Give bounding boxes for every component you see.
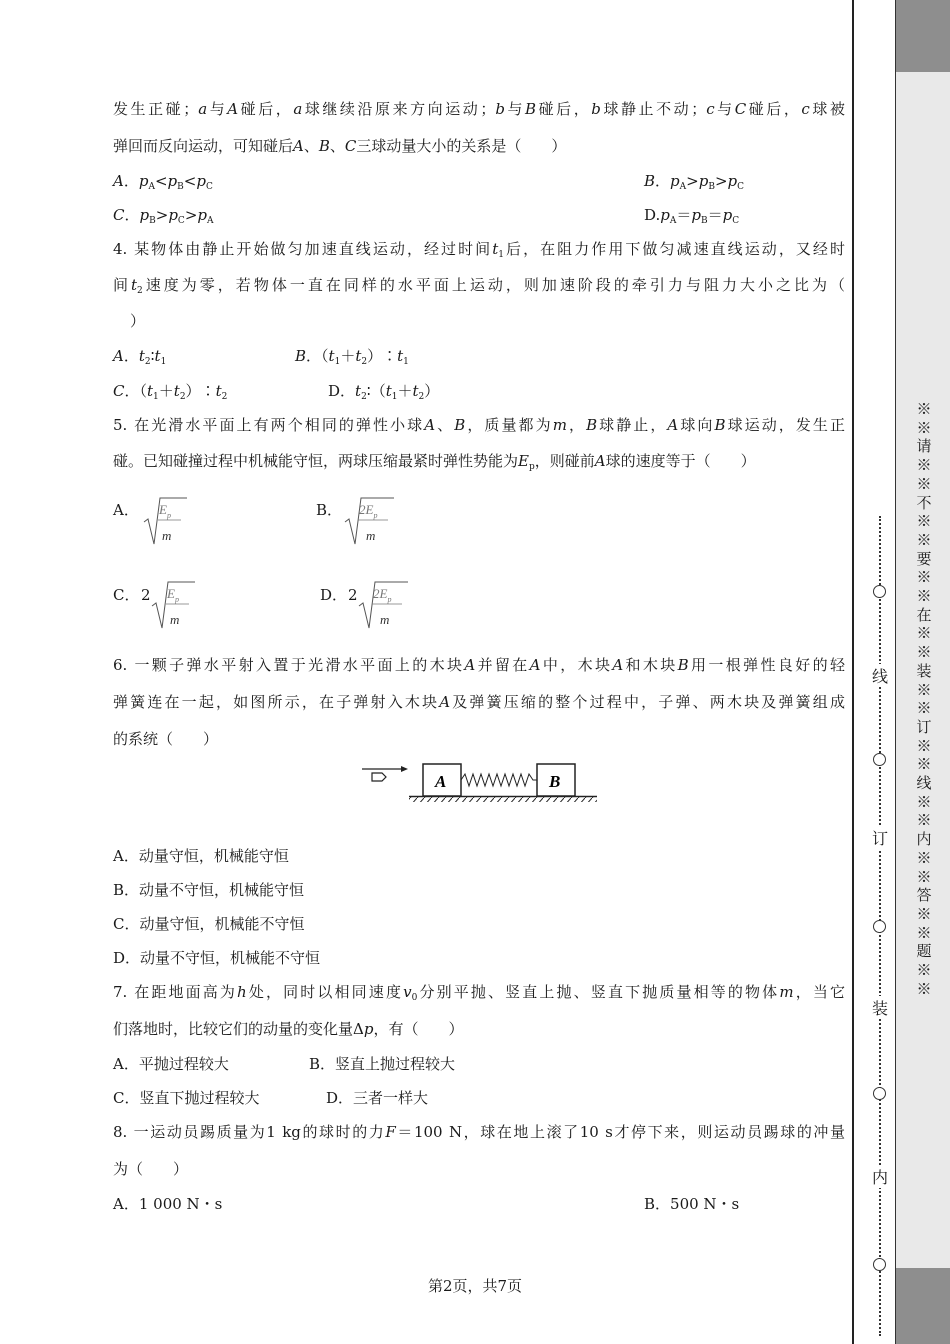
q6-option-b: B．动量不守恒，机械能守恒: [113, 881, 305, 899]
q6-line-3: 的系统（ ）: [113, 730, 219, 748]
q5-b-num: 2E: [359, 502, 374, 517]
q5-d-den: m: [380, 612, 390, 627]
svg-text:2Ep: [373, 586, 391, 604]
q7-option-d: D．三者一样大: [326, 1089, 429, 1107]
svg-text:Ep: [158, 502, 171, 520]
q5-a-num-sub: p: [166, 511, 171, 520]
q5-c-den: m: [170, 612, 180, 627]
margin-line: [852, 0, 854, 1344]
q5-option-b-label: B．: [316, 501, 343, 519]
q4-line-3: ）: [130, 312, 146, 330]
q6-option-a: A．动量守恒，机械能守恒: [113, 847, 289, 865]
side-strip-bottom-block: [895, 1268, 950, 1344]
q4-option-d: D．$t_2∶(t_1+t_2)$: [328, 382, 440, 402]
q3-line-1: 发生正碰；a与A碰后，a球继续沿原来方向运动；b与B碰后，b球静止不动；c与C碰后，c球被: [113, 100, 845, 118]
q5-a-num: E: [159, 502, 167, 517]
q8-option-b: B．500 N・s: [644, 1195, 740, 1213]
q5-option-d-coef: 2: [348, 586, 358, 604]
binding-label-zhuang: 装: [869, 996, 891, 1019]
q3-option-c: C．$p_B>p_C>p_A$: [113, 206, 214, 226]
q4-line-2: 间$t_2$速度为零，若物体一直在同样的水平面上运动，则加速阶段的牵引力与阻力大小之比为（: [113, 276, 845, 296]
q3-line-2: 弹回而反向运动，可知碰后A、B、C三球动量大小的关系是（ ）: [113, 137, 567, 155]
q5-option-c-formula: [151, 576, 195, 632]
binding-hole-2: [873, 753, 886, 766]
q6-line-1: 6. 一颗子弹水平射入置于光滑水平面上的木块A并留在A中，木块A和木块B用一根弹性良好的轻: [113, 656, 845, 674]
q7-option-b: B．竖直上抛过程较大: [309, 1055, 456, 1073]
binding-label-ding: 订: [869, 826, 891, 849]
svg-text:2Ep: [359, 502, 377, 520]
ground-hatch: [409, 797, 597, 802]
binding-warning-text: ※※请※※不※※要※※在※※装※※订※※线※※内※※答※※题※※: [916, 400, 932, 998]
binding-label-nei: 内: [869, 1165, 891, 1188]
q4-option-a: A．$t_2∶t_1$: [113, 347, 167, 367]
spring: [461, 774, 537, 786]
q5-d-num: 2E: [373, 586, 388, 601]
q5-a-den: m: [162, 528, 172, 543]
q4-option-c: C．$(t_1+t_2)∶t_2$: [113, 382, 228, 402]
q7-option-a: A．平抛过程较大: [113, 1055, 229, 1073]
q3-option-d: $D.p_A=p_B=p_C$: [644, 206, 740, 226]
bullet-icon: [362, 766, 408, 781]
q6-figure: [361, 758, 601, 802]
q7-option-c: C．竖直下抛过程较大: [113, 1089, 260, 1107]
q5-d-num-sub: p: [387, 595, 392, 604]
q4-option-b: B．$(t_1+t_2)∶t_1$: [295, 347, 409, 367]
q6-option-d: D．动量不守恒，机械能不守恒: [113, 949, 321, 967]
q3-option-b: B．$p_A>p_B>p_C$: [644, 172, 745, 192]
q5-c-num: E: [167, 586, 175, 601]
svg-text:Ep: [166, 586, 179, 604]
binding-label-xian: 线: [869, 664, 891, 687]
q5-line-2: 碰。已知碰撞过程中机械能守恒，两球压缩最紧时弹性势能为$E_p$，则碰前A球的速度等于（ ）: [113, 452, 756, 472]
q5-line-1: 5. 在光滑水平面上有两个相同的弹性小球A、B，质量都为m，B球静止，A球向B球运动，发生正: [113, 416, 845, 434]
block-b-label: B: [549, 772, 561, 791]
binding-hole-3: [873, 920, 886, 933]
q5-option-a-label: A．: [113, 501, 139, 519]
q5-option-a-formula: [143, 492, 187, 548]
q5-option-c-label: C．: [113, 586, 140, 604]
binding-hole-1: [873, 585, 886, 598]
q5-b-den: m: [366, 528, 376, 543]
q6-option-c: C．动量守恒，机械能不守恒: [113, 915, 305, 933]
page-number: 第2页，共7页: [427, 1277, 523, 1295]
q7-line-1: 7. 在距地面高为h处，同时以相同速度$v_0$分别平抛、竖直上抛、竖直下抛质量相等的物体m，当它: [113, 983, 845, 1003]
q8-option-a: A．1 000 N・s: [113, 1195, 223, 1213]
q5-b-num-sub: p: [373, 511, 378, 520]
q5-option-d-formula: [358, 576, 410, 632]
q5-option-d-label: D．: [320, 586, 348, 604]
side-strip-top-block: [895, 0, 950, 72]
q5-option-b-formula: [344, 492, 396, 548]
block-a-label: A: [435, 772, 447, 791]
q3-option-a: A．$p_A<p_B<p_C$: [113, 172, 213, 192]
binding-hole-5: [873, 1258, 886, 1271]
q4-line-1: 4. 某物体由静止开始做匀加速直线运动，经过时间$t_1$后，在阻力作用下做匀减速直线运动，又经时: [113, 240, 845, 260]
q8-line-1: 8. 一运动员踢质量为1 kg的球时的力F＝100 N，球在地上滚了10 s才停下来，则运动员踢球的冲量: [113, 1123, 845, 1141]
binding-hole-4: [873, 1087, 886, 1100]
q7-line-2: 们落地时，比较它们的动量的变化量Δp，有（ ）: [113, 1020, 464, 1038]
q5-c-num-sub: p: [174, 595, 179, 604]
q8-line-2: 为（ ）: [113, 1160, 189, 1178]
q5-option-c-coef: 2: [141, 586, 151, 604]
q6-line-2: 弹簧连在一起，如图所示，在子弹射入木块A及弹簧压缩的整个过程中，子弹、两木块及弹簧组成: [113, 693, 845, 711]
